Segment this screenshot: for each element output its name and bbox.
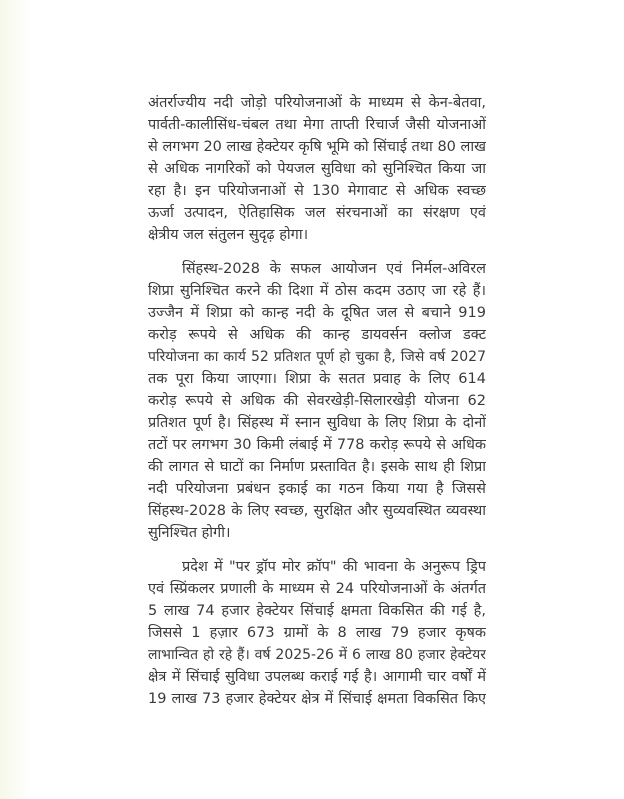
text-line: प्रदेश में "पर ड्रॉप मोर क्रॉप" की भावना के अनुरूप ड्रिप [182,559,486,575]
document-page [148,92,486,722]
text-line: नदी परियोजना प्रबंधन इकाई का गठन किया गया है जिससे [148,481,486,497]
text-line: सिंहस्थ-2028 के सफल आयोजन एवं निर्मल-अविरल [182,261,486,277]
text-line: रहा है। इन परियोजनाओं से 130 मेगावाट से अधिक स्वच्छ [148,183,486,199]
scan-edge-tint [0,0,30,799]
paragraph-interlinking-rivers [148,92,486,246]
text-line: परियोजना का कार्य 52 प्रतिशत पूर्ण हो चुका है, जिसे वर्ष 2027 [148,349,486,365]
text-line: सुनिश्चित होगी। [148,525,231,541]
text-line: जिससे 1 हज़ार 673 ग्रामों के 8 लाख 79 हजार कृषक [148,625,486,641]
text-line: पार्वती-कालीसिंध-चंबल तथा मेगा ताप्ती रिचार्ज जैसी योजनाओं [148,117,486,133]
text-line: सिंहस्थ-2028 के लिए स्वच्छ, सुरक्षित और सुव्यवस्थित व्यवस्था [148,503,486,519]
text-line: क्षेत्रीय जल संतुलन सुदृढ़ होगा। [148,227,309,243]
text-line: की लागत से घाटों का निर्माण प्रस्तावित है। इसके साथ ही शिप्रा [148,459,486,475]
text-line: तक पूरा किया जाएगा। शिप्रा के सतत प्रवाह के लिए 614 [148,371,486,387]
text-line: तटों पर लगभग 30 किमी लंबाई में 778 करोड़ रूपये से अधिक [148,437,486,453]
text-line: एवं स्प्रिंकलर प्रणाली के माध्यम से 24 परियोजनाओं के अंतर्गत [148,581,486,597]
text-line: क्षेत्र में सिंचाई सुविधा उपलब्ध कराई गई है। आगामी चार वर्षों में [148,669,486,685]
text-line: ऊर्जा उत्पादन, ऐतिहासिक जल संरचनाओं का संरक्षण एवं [148,205,486,221]
text-line: 19 लाख 73 हजार हेक्टेयर क्षेत्र में सिंचाई क्षमता विकसित किए [148,691,486,707]
text-line: प्रतिशत पूर्ण है। सिंहस्थ में स्नान सुविधा के लिए शिप्रा के दोनों [148,415,486,431]
text-line: करोड़ रूपये से अधिक की सेवरखेड़ी-सिलारखेड़ी योजना 62 [148,393,486,409]
text-line: 5 लाख 74 हजार हेक्टेयर सिंचाई क्षमता विकसित की गई है, [148,603,486,619]
text-line: से लगभग 20 लाख हेक्टेयर कृषि भूमि को सिंचाई तथा 80 लाख [148,139,486,155]
text-line: से अधिक नागरिकों को पेयजल सुविधा को सुनिश्चित किया जा [148,161,486,177]
paragraph-simhastha-shipra [148,258,486,544]
paragraph-per-drop-more-crop [148,556,486,710]
text-line: अंतर्राज्यीय नदी जोड़ो परियोजनाओं के माध्यम से केन-बेतवा, [148,95,486,111]
text-line: लाभान्वित हो रहे हैं। वर्ष 2025-26 में 6 लाख 80 हजार हेक्टेयर [148,647,486,663]
text-line: उज्जैन में शिप्रा को कान्ह नदी के दूषित जल से बचाने 919 [148,305,486,321]
text-line: शिप्रा सुनिश्चित करने की दिशा में ठोस कदम उठाए जा रहे हैं। [148,283,486,299]
text-line: करोड़ रूपये से अधिक की कान्ह डायवर्सन क्लोज डक्ट [148,327,486,343]
